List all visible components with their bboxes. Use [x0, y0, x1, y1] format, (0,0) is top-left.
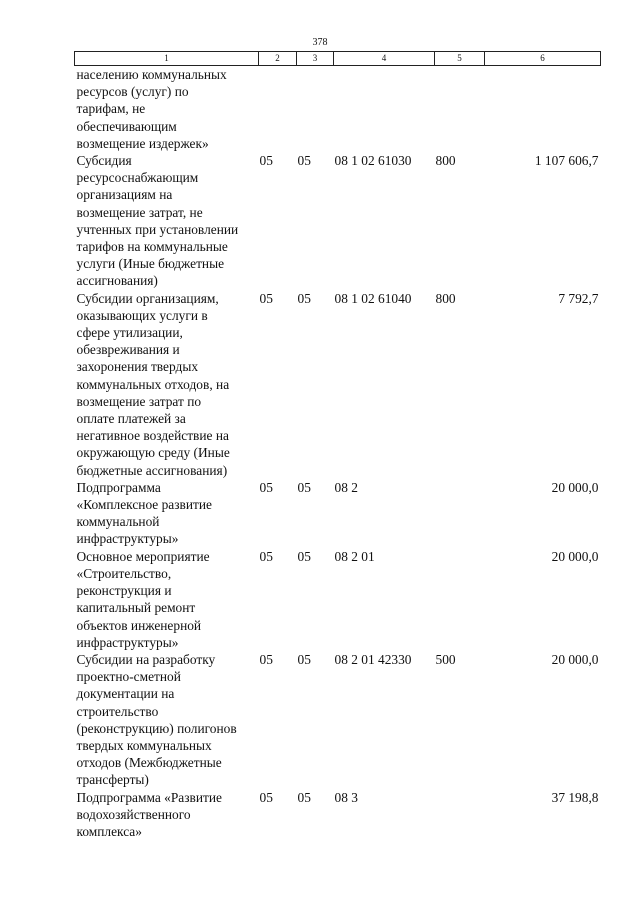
table-row — [75, 548, 601, 651]
row-name: Субсидии на разработку проектно-сметной документации на строительство (реконструкцию) полигонов твердых коммунальных отходов (Межбюджетные трансферты) — [76, 651, 237, 788]
row-amount: 20 000,0 — [551, 479, 599, 495]
row-expense-type — [435, 479, 485, 548]
row-target-code: 08 1 02 61040 — [334, 290, 412, 306]
row-amount — [485, 66, 601, 153]
header-col-subsection: 3 — [297, 52, 334, 66]
row-target-code — [334, 66, 435, 153]
row-subsection: 05 — [297, 290, 311, 306]
row-name: Подпрограмма «Развитие водохозяйственного комплекса» — [76, 789, 222, 839]
header-col-target-code: 4 — [334, 52, 435, 66]
row-section: 05 — [259, 479, 273, 495]
row-subsection: 05 — [297, 548, 311, 564]
header-col-section: 2 — [259, 52, 297, 66]
table-header-row — [75, 52, 601, 66]
row-expense-type — [435, 548, 485, 651]
header-col-amount: 6 — [485, 52, 601, 66]
row-subsection: 05 — [297, 153, 311, 169]
row-target-code: 08 1 02 61030 — [334, 153, 412, 169]
row-subsection: 05 — [297, 479, 311, 495]
row-section: 05 — [259, 651, 273, 667]
table-row — [75, 479, 601, 548]
row-target-code: 08 2 — [334, 479, 358, 495]
row-amount: 1 107 606,7 — [534, 153, 599, 169]
row-target-code: 08 3 — [334, 789, 358, 805]
table-row — [75, 651, 601, 789]
row-section: 05 — [259, 153, 273, 169]
row-subsection: 05 — [297, 651, 311, 667]
budget-table — [74, 51, 601, 840]
row-name: Подпрограмма «Комплексное развитие коммунальной инфраструктуры» — [76, 479, 212, 547]
row-name: Субсидия ресурсоснабжающим организациям на возмещение затрат, не учтенных при установлении тарифов на коммунальные услуги (Иные бюджетные ассигнования) — [76, 153, 239, 289]
row-name: населению коммунальных ресурсов (услуг) по тарифам, не обеспечивающим возмещение издержек» — [76, 67, 227, 151]
row-subsection — [297, 66, 334, 153]
row-target-code: 08 2 01 42330 — [334, 651, 412, 667]
row-name: Основное мероприятие «Строительство, реконструкция и капитальный ремонт объектов инженерной инфраструктуры» — [76, 548, 210, 650]
row-expense-type: 500 — [435, 651, 456, 667]
header-col-expense-type: 5 — [435, 52, 485, 66]
header-col-name: 1 — [75, 52, 259, 66]
row-expense-type: 800 — [435, 153, 456, 169]
row-amount: 20 000,0 — [551, 651, 599, 667]
row-name: Субсидии организациям, оказывающих услуги в сфере утилизации, обезвреживания и захоронения твердых коммунальных отходов, на возмещение затрат по оплате платежей за негативное воздействие на окружающую среду (Иные бюджетные ассигнования) — [76, 290, 230, 478]
row-expense-type: 800 — [435, 290, 456, 306]
row-section: 05 — [259, 290, 273, 306]
table-row — [75, 152, 601, 290]
row-expense-type — [435, 789, 485, 841]
row-section: 05 — [259, 548, 273, 564]
row-amount: 20 000,0 — [551, 548, 599, 564]
row-target-code: 08 2 01 — [334, 548, 375, 564]
row-expense-type — [435, 66, 485, 153]
table-row — [75, 290, 601, 479]
row-section — [259, 66, 297, 153]
table-row — [75, 66, 601, 153]
row-amount: 37 198,8 — [551, 789, 599, 805]
row-section: 05 — [259, 789, 273, 805]
page-number: 378 — [312, 37, 328, 48]
row-subsection: 05 — [297, 789, 311, 805]
row-amount: 7 792,7 — [558, 290, 599, 306]
table-row — [75, 789, 601, 841]
